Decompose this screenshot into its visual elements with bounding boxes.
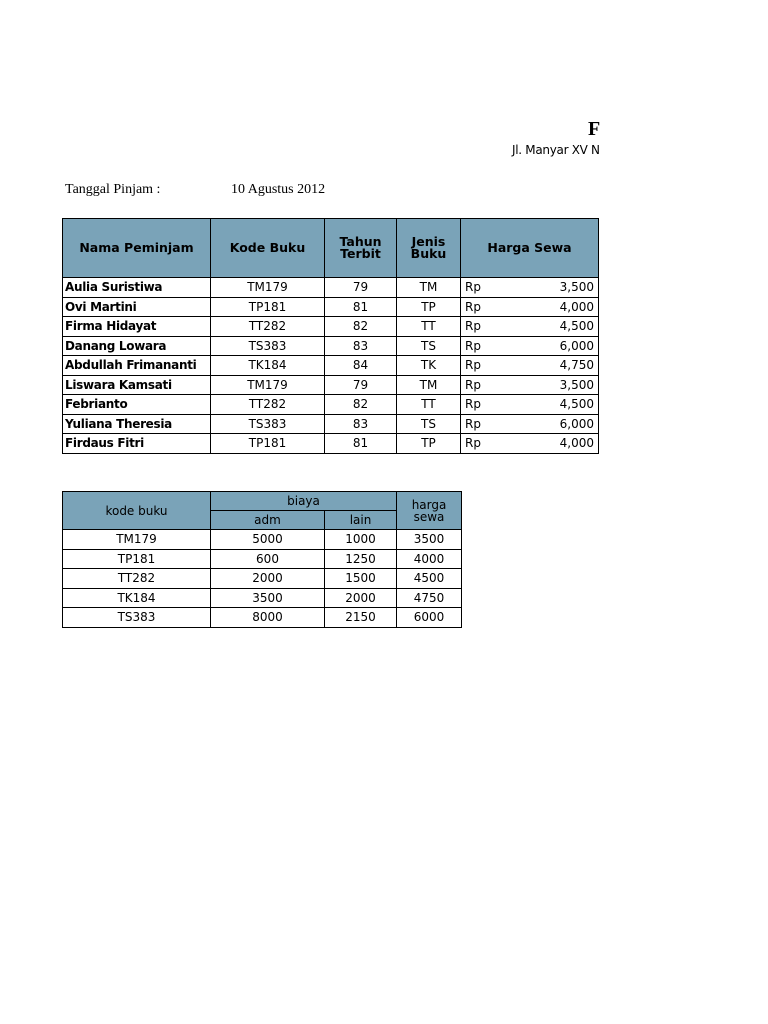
cell-price: [461, 395, 599, 415]
table-row: [63, 317, 599, 337]
ref-cell-adm: 3500: [211, 588, 325, 608]
header-type-line2: Buku: [410, 246, 447, 261]
cell-name: Ovi Martini: [63, 297, 211, 317]
ref-cell-price: 4750: [397, 588, 462, 608]
ref-cell-code: TK184: [63, 588, 211, 608]
cell-name: Abdullah Frimananti: [63, 356, 211, 376]
cell-name: Firma Hidayat: [63, 317, 211, 337]
currency: Rp: [465, 377, 481, 392]
cell-code: TP181: [211, 297, 325, 317]
cell-type: TT: [397, 395, 461, 415]
amount: 4,000: [559, 436, 594, 451]
cell-code: TM179: [211, 278, 325, 298]
currency: Rp: [465, 338, 481, 353]
ref-cell-price: 4500: [397, 569, 462, 589]
ref-header-price: [397, 492, 462, 530]
cell-code: TS383: [211, 414, 325, 434]
cell-year: 81: [325, 434, 397, 454]
ref-cell-adm: 2000: [211, 569, 325, 589]
header-type-line1: Jenis: [411, 233, 446, 249]
cell-code: TP181: [211, 434, 325, 454]
currency: Rp: [465, 299, 481, 314]
table-row: [63, 375, 599, 395]
cell-year: 82: [325, 395, 397, 415]
currency: Rp: [465, 416, 481, 431]
ref-header-cost: biaya: [211, 492, 397, 511]
ref-cell-code: TP181: [63, 549, 211, 569]
document-title: F: [588, 118, 601, 140]
cell-price: [461, 317, 599, 337]
cell-name: Liswara Kamsati: [63, 375, 211, 395]
cell-code: TT282: [211, 395, 325, 415]
header-code: Kode Buku: [211, 219, 325, 278]
header-type: [397, 219, 461, 278]
cell-code: TS383: [211, 336, 325, 356]
currency: Rp: [465, 280, 481, 295]
cell-year: 83: [325, 414, 397, 434]
ref-cell-code: TM179: [63, 530, 211, 550]
ref-cell-adm: 600: [211, 549, 325, 569]
ref-cell-code: TS383: [63, 608, 211, 628]
cell-year: 79: [325, 375, 397, 395]
header-name: Nama Peminjam: [63, 219, 211, 278]
table-row: [63, 588, 462, 608]
table-row: [63, 434, 599, 454]
table-row: [63, 297, 599, 317]
cell-type: TS: [397, 336, 461, 356]
ref-cell-other: 1500: [325, 569, 397, 589]
table-row: [63, 549, 462, 569]
ref-cell-price: 6000: [397, 608, 462, 628]
rental-table: [62, 218, 599, 454]
cell-name: Febrianto: [63, 395, 211, 415]
ref-header-price-line1: harga: [411, 497, 447, 512]
cell-name: Yuliana Theresia: [63, 414, 211, 434]
cell-type: TM: [397, 375, 461, 395]
cell-type: TM: [397, 278, 461, 298]
currency: Rp: [465, 436, 481, 451]
ref-cell-price: 3500: [397, 530, 462, 550]
ref-header-code: kode buku: [63, 492, 211, 530]
amount: 4,750: [559, 358, 594, 373]
cell-price: [461, 336, 599, 356]
cell-type: TK: [397, 356, 461, 376]
ref-table-header: [63, 492, 462, 511]
table-row: [63, 530, 462, 550]
table-row: [63, 395, 599, 415]
cell-code: TK184: [211, 356, 325, 376]
cell-name: Firdaus Fitri: [63, 434, 211, 454]
ref-cell-code: TT282: [63, 569, 211, 589]
amount: 3,500: [559, 280, 594, 295]
loan-date-value: 10 Agustus 2012: [231, 182, 326, 197]
amount: 4,500: [559, 397, 594, 412]
cell-year: 84: [325, 356, 397, 376]
table-row: [63, 278, 599, 298]
address-line: Jl. Manyar XV N: [512, 143, 600, 157]
cell-name: Danang Lowara: [63, 336, 211, 356]
cell-type: TS: [397, 414, 461, 434]
cell-price: [461, 434, 599, 454]
amount: 4,000: [559, 299, 594, 314]
cell-price: [461, 356, 599, 376]
header-price: Harga Sewa: [461, 219, 599, 278]
amount: 6,000: [559, 338, 594, 353]
ref-cell-other: 1250: [325, 549, 397, 569]
cell-type: TP: [397, 297, 461, 317]
amount: 4,500: [559, 319, 594, 334]
ref-header-price-line2: sewa: [413, 509, 445, 524]
amount: 6,000: [559, 416, 594, 431]
cell-code: TM179: [211, 375, 325, 395]
ref-cell-other: 2150: [325, 608, 397, 628]
currency: Rp: [465, 358, 481, 373]
ref-cell-other: 2000: [325, 588, 397, 608]
ref-header-other: lain: [325, 511, 397, 530]
table-row: [63, 336, 599, 356]
header-year-line1: Tahun: [339, 233, 382, 249]
cell-year: 82: [325, 317, 397, 337]
ref-cell-price: 4000: [397, 549, 462, 569]
ref-cell-other: 1000: [325, 530, 397, 550]
table-row: [63, 608, 462, 628]
cell-year: 79: [325, 278, 397, 298]
table-row: [63, 414, 599, 434]
heading-area: [0, 0, 603, 170]
cell-year: 81: [325, 297, 397, 317]
table-row: [63, 356, 599, 376]
ref-cell-adm: 5000: [211, 530, 325, 550]
amount: 3,500: [559, 377, 594, 392]
ref-header-adm: adm: [211, 511, 325, 530]
header-year-line2: Terbit: [340, 246, 381, 261]
book-reference-table: [62, 491, 462, 628]
cell-type: TT: [397, 317, 461, 337]
currency: Rp: [465, 319, 481, 334]
cell-price: [461, 375, 599, 395]
table-row: [63, 569, 462, 589]
ref-cell-adm: 8000: [211, 608, 325, 628]
cell-price: [461, 414, 599, 434]
rental-table-header: [63, 219, 599, 278]
cell-name: Aulia Suristiwa: [63, 278, 211, 298]
cell-price: [461, 278, 599, 298]
header-year: [325, 219, 397, 278]
cell-code: TT282: [211, 317, 325, 337]
cell-year: 83: [325, 336, 397, 356]
currency: Rp: [465, 397, 481, 412]
loan-date-label: Tanggal Pinjam :: [65, 182, 161, 197]
cell-type: TP: [397, 434, 461, 454]
cell-price: [461, 297, 599, 317]
